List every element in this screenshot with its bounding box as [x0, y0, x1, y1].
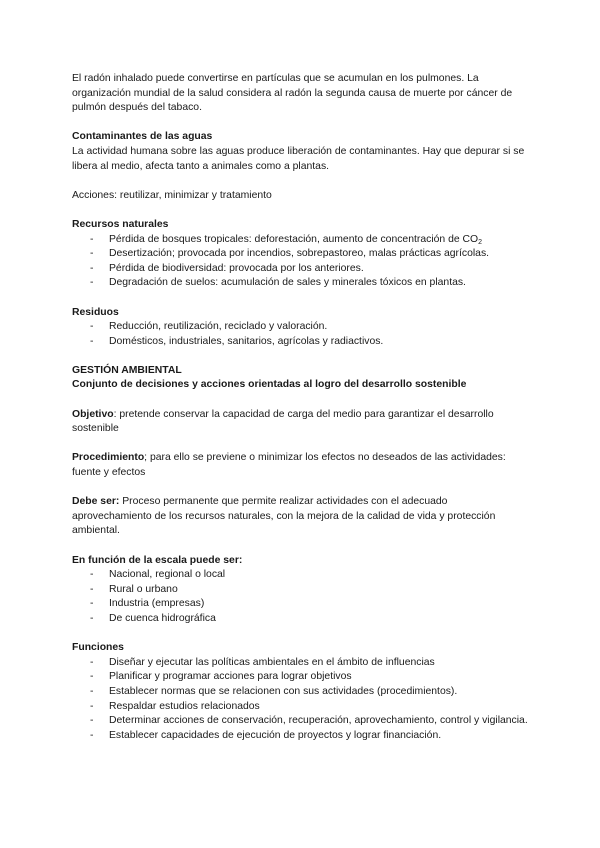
objetivo-text: : pretende conservar la capacidad de carga del medio para garantizar el desarrollo sostenible — [72, 408, 494, 435]
objetivo-label: Objetivo — [72, 408, 114, 420]
list-item — [72, 685, 530, 700]
aguas-heading: Contaminantes de las aguas — [72, 131, 213, 143]
list-item-text: Nacional, regional o local — [109, 569, 226, 581]
list-item-text: Planificar y programar acciones para lograr objetivos — [109, 671, 352, 683]
bullet-dash: - — [90, 277, 94, 289]
list-item-text: Determinar acciones de conservación, recuperación, aprovechamiento, control y vigilancia. — [109, 715, 528, 727]
gestion-title: GESTIÓN AMBIENTAL — [72, 364, 182, 376]
funciones-list — [72, 656, 530, 744]
list-item-text: Reducción, reutilización, reciclado y valoración. — [109, 321, 328, 333]
residuos-heading: Residuos — [72, 306, 119, 318]
list-item — [72, 233, 530, 248]
bullet-dash: - — [90, 598, 94, 610]
aguas-acciones: Acciones: reutilizar, minimizar y tratamiento — [72, 189, 272, 201]
list-item-text: Pérdida de bosques tropicales: deforestación, aumento de concentración de CO — [109, 233, 479, 245]
list-item — [72, 597, 530, 612]
debe-ser-label: Debe ser: — [72, 496, 120, 508]
list-item — [72, 568, 530, 583]
gestion-subtitle: Conjunto de decisiones y acciones orientadas al logro del desarrollo sostenible — [72, 379, 467, 391]
funciones-heading: Funciones — [72, 642, 124, 654]
list-item — [72, 714, 530, 729]
list-item-text: Industria (empresas) — [109, 598, 205, 610]
list-item — [72, 320, 530, 335]
list-item — [72, 247, 530, 262]
debe-ser-paragraph — [72, 495, 530, 539]
escala-list — [72, 568, 530, 626]
recursos-heading: Recursos naturales — [72, 218, 169, 230]
escala-heading: En función de la escala puede ser: — [72, 554, 243, 566]
bullet-dash: - — [90, 671, 94, 683]
procedimiento-paragraph — [72, 451, 530, 480]
procedimiento-text: ; para ello se previene o minimizar los efectos no deseados de las actividades: fuente y efectos — [72, 452, 506, 479]
procedimiento-label: Procedimiento — [72, 452, 145, 464]
bullet-dash: - — [90, 248, 94, 260]
list-item-text: Establecer normas que se relacionen con sus actividades (procedimientos). — [109, 685, 458, 697]
list-item-text: Desertización; provocada por incendios, sobrepastoreo, malas prácticas agrícolas. — [109, 248, 490, 260]
list-item-text: Rural o urbano — [109, 583, 178, 595]
list-item — [72, 276, 530, 291]
list-item-text: Degradación de suelos: acumulación de sales y minerales tóxicos en plantas. — [109, 277, 466, 289]
bullet-dash: - — [90, 569, 94, 581]
debe-ser-text: Proceso permanente que permite realizar actividades con el adecuado aprovechamiento de los recursos naturales, con la mejora de la calidad de vida y protección ambiental. — [72, 496, 496, 537]
subscript: 2 — [478, 238, 483, 246]
document-page — [72, 72, 530, 743]
list-item-text: Domésticos, industriales, sanitarios, agrícolas y radiactivos. — [109, 335, 384, 347]
list-item — [72, 583, 530, 598]
objetivo-paragraph — [72, 408, 530, 437]
bullet-dash: - — [90, 233, 94, 245]
list-item — [72, 656, 530, 671]
list-item-text: Respaldar estudios relacionados — [109, 700, 260, 712]
recursos-list — [72, 233, 530, 291]
list-item — [72, 670, 530, 685]
bullet-dash: - — [90, 729, 94, 741]
residuos-list — [72, 320, 530, 349]
list-item — [72, 729, 530, 744]
list-item — [72, 335, 530, 350]
list-item-text: Diseñar y ejecutar las políticas ambientales en el ámbito de influencias — [109, 656, 435, 668]
list-item — [72, 262, 530, 277]
bullet-dash: - — [90, 321, 94, 333]
bullet-dash: - — [90, 583, 94, 595]
list-item-text: Pérdida de biodiversidad: provocada por los anteriores. — [109, 262, 364, 274]
bullet-dash: - — [90, 685, 94, 697]
list-item — [72, 700, 530, 715]
bullet-dash: - — [90, 262, 94, 274]
intro-paragraph: El radón inhalado puede convertirse en partículas que se acumulan en los pulmones. La organización mundial de la salud considera al radón la segunda causa de muerte por cáncer de pulmón después del tabaco. — [72, 73, 513, 114]
bullet-dash: - — [90, 335, 94, 347]
bullet-dash: - — [90, 656, 94, 668]
list-item-text: Establecer capacidades de ejecución de proyectos y lograr financiación. — [109, 729, 442, 741]
list-item-text: De cuenca hidrográfica — [109, 612, 216, 624]
bullet-dash: - — [90, 612, 94, 624]
aguas-paragraph: La actividad humana sobre las aguas produce liberación de contaminantes. Hay que depurar si se libera al medio, afecta tanto a animales como a plantas. — [72, 145, 525, 172]
bullet-dash: - — [90, 715, 94, 727]
list-item — [72, 612, 530, 627]
bullet-dash: - — [90, 700, 94, 712]
